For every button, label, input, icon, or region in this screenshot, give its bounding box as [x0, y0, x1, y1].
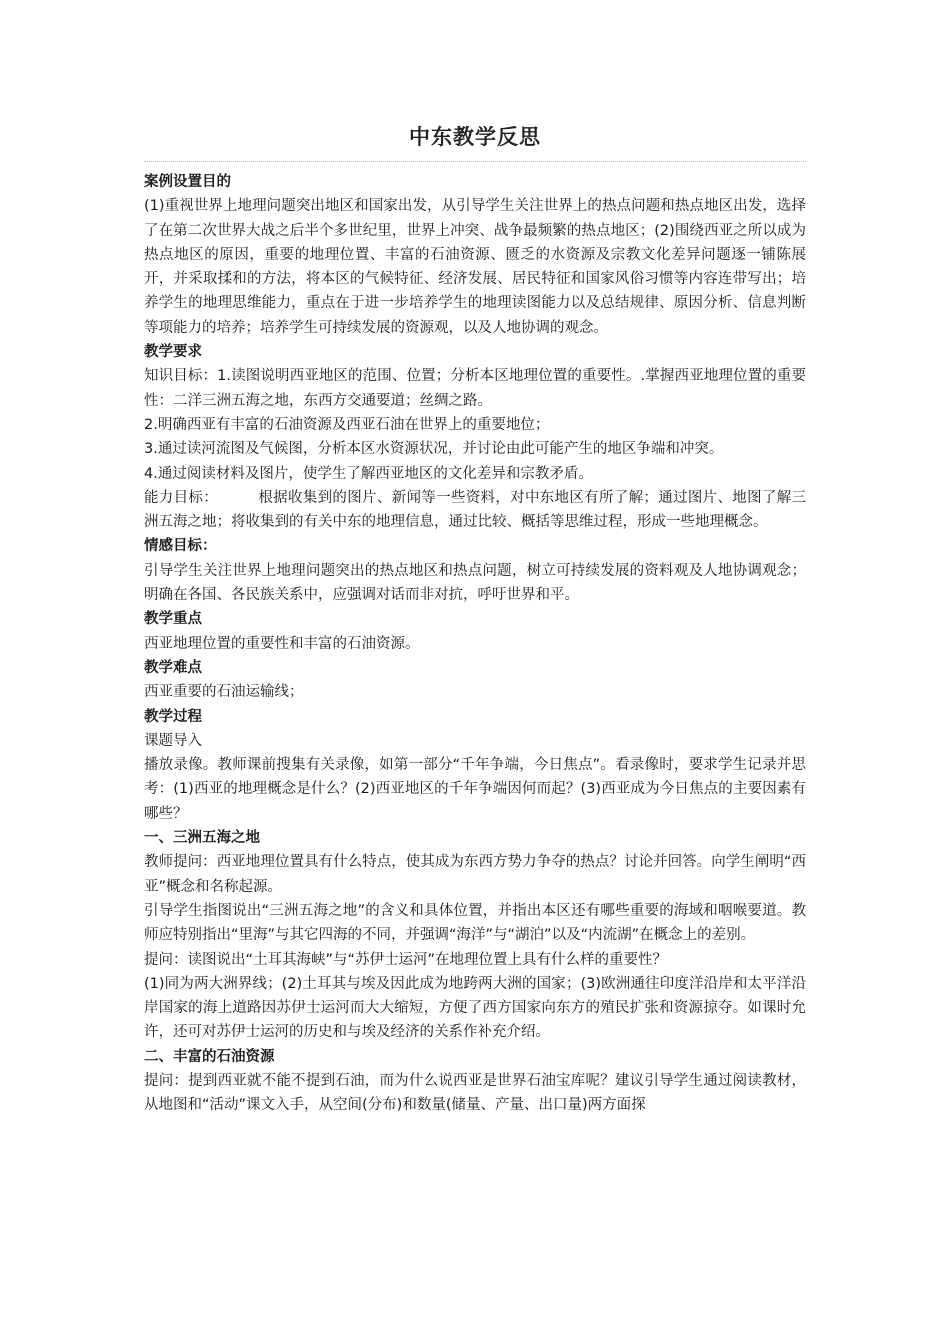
paragraph-goal-3: 3.通过读河流图及气候图，分析本区水资源状况，并讨论由此可能产生的地区争端和冲突。	[144, 441, 724, 458]
paragraph-oil-question: 提问：提到西亚就不能不提到石油，而为什么说西亚是世界石油宝库呢？建议引导学生通过阅读教材，从地图和“活动”课文入手，从空间(分布)和数量(储量、产量、出口量)两方面探	[144, 1072, 806, 1114]
paragraph-goal-2: 2.明确西亚有丰富的石油资源及西亚石油在世界上的重要地位；	[144, 416, 550, 433]
paragraph-ability-goal	[144, 486, 806, 535]
heading-case-purpose: 案例设置目的	[144, 174, 231, 190]
heading-teaching-process: 教学过程	[144, 708, 202, 725]
paragraph-question-strait: 提问：读图说出“土耳其海峡”与“苏伊士运河”在地理位置上具有什么样的重要性？	[144, 951, 668, 968]
paragraph-answer-strait: (1)同为两大洲界线；(2)土耳其与埃及因此成为地跨两大洲的国家；(3)欧洲通往印度洋沿岸和太平洋沿岸国家的海上道路因苏伊士运河而大大缩短，方便了西方国家向东方的殖民扩张和资源掠夺。如课时允许，还可对苏伊士运河的历史和与埃及经济的关系作补充介绍。	[144, 975, 806, 1041]
ability-goal-label: 能力目标：	[144, 489, 219, 506]
heading-key-points: 教学重点	[144, 611, 202, 628]
paragraph-difficulties: 西亚重要的石油运输线；	[144, 684, 304, 701]
paragraph-video: 播放录像。教师课前搜集有关录像，如第一部分“千年争端，今日焦点”。看录像时，要求学生记录并思考：(1)西亚的地理概念是什么？(2)西亚地区的千年争端因何而起？(3)西亚成为今日焦点的主要因素有哪些？	[144, 757, 806, 822]
heading-section-2: 二、丰富的石油资源	[144, 1048, 275, 1065]
paragraph-guide-map: 引导学生指图说出“三洲五海之地”的含义和具体位置，并指出本区还有哪些重要的海域和咽喉要道。教师应特别指出“里海”与其它四海的不同，并强调“海洋”与“湖泊”以及“内流湖”在概念上的差别。	[144, 902, 806, 944]
paragraph-emotion-goal: 引导学生关注世界上地理问题突出的热点地区和热点问题，树立可持续发展的资料观及人地协调观念；明确在各国、各民族关系中，应强调对话而非对抗，呼吁世界和平。	[144, 562, 806, 604]
paragraph-intro-label: 课题导入	[144, 732, 202, 749]
paragraph-goal-4: 4.通过阅读材料及图片，使学生了解西亚地区的文化差异和宗教矛盾。	[144, 465, 593, 482]
document-title: 中东教学反思	[409, 125, 541, 149]
heading-section-1: 一、三洲五海之地	[144, 830, 260, 847]
paragraph-teacher-question: 教师提问：西亚地理位置具有什么特点，使其成为东西方势力争夺的热点？讨论并回答。向学生阐明“西亚”概念和名称起源。	[144, 854, 806, 895]
ability-goal-text: 根据收集到的图片、新闻等一些资料，对中东地区有所了解；通过图片、地图了解三洲五海之地；将收集到的有关中东的地理信息，通过比较、概括等思维过程，形成一些地理概念。	[144, 489, 807, 531]
heading-difficulties: 教学难点	[144, 659, 202, 676]
heading-teaching-requirements: 教学要求	[144, 344, 202, 361]
title-divider	[144, 161, 806, 162]
document-page	[144, 0, 806, 1118]
paragraph-knowledge-goal: 知识目标：1.读图说明西亚地区的范围、位置；分析本区地理位置的重要性。.掌握西亚地理位置的重要性：二洋三洲五海之地，东西方交通要道；丝绸之路。	[144, 368, 806, 409]
paragraph-case-purpose: (1)重视世界上地理问题突出地区和国家出发，从引导学生关注世界上的热点问题和热点地区出发，选择了在第二次世界大战之后半个多世纪里，世界上冲突、战争最频繁的热点地区；(2)围绕西亚之所以成为热点地区的原因，重要的地理位置、丰富的石油资源、匮乏的水资源及宗教文化差异问题逐一铺陈展开，并采取揉和的方法，将本区的气候特征、经济发展、居民特征和国家风俗习惯等内容连带写出；培养学生的地理思维能力，重点在于进一步培养学生的地理读图能力以及总结规律、原因分析、信息判断等项能力的培养；培养学生可持续发展的资源观，以及人地协调的观念。	[144, 198, 806, 336]
paragraph-key-points: 西亚地理位置的重要性和丰富的石油资源。	[144, 635, 420, 652]
heading-emotion-goal: 情感目标：	[144, 538, 217, 555]
